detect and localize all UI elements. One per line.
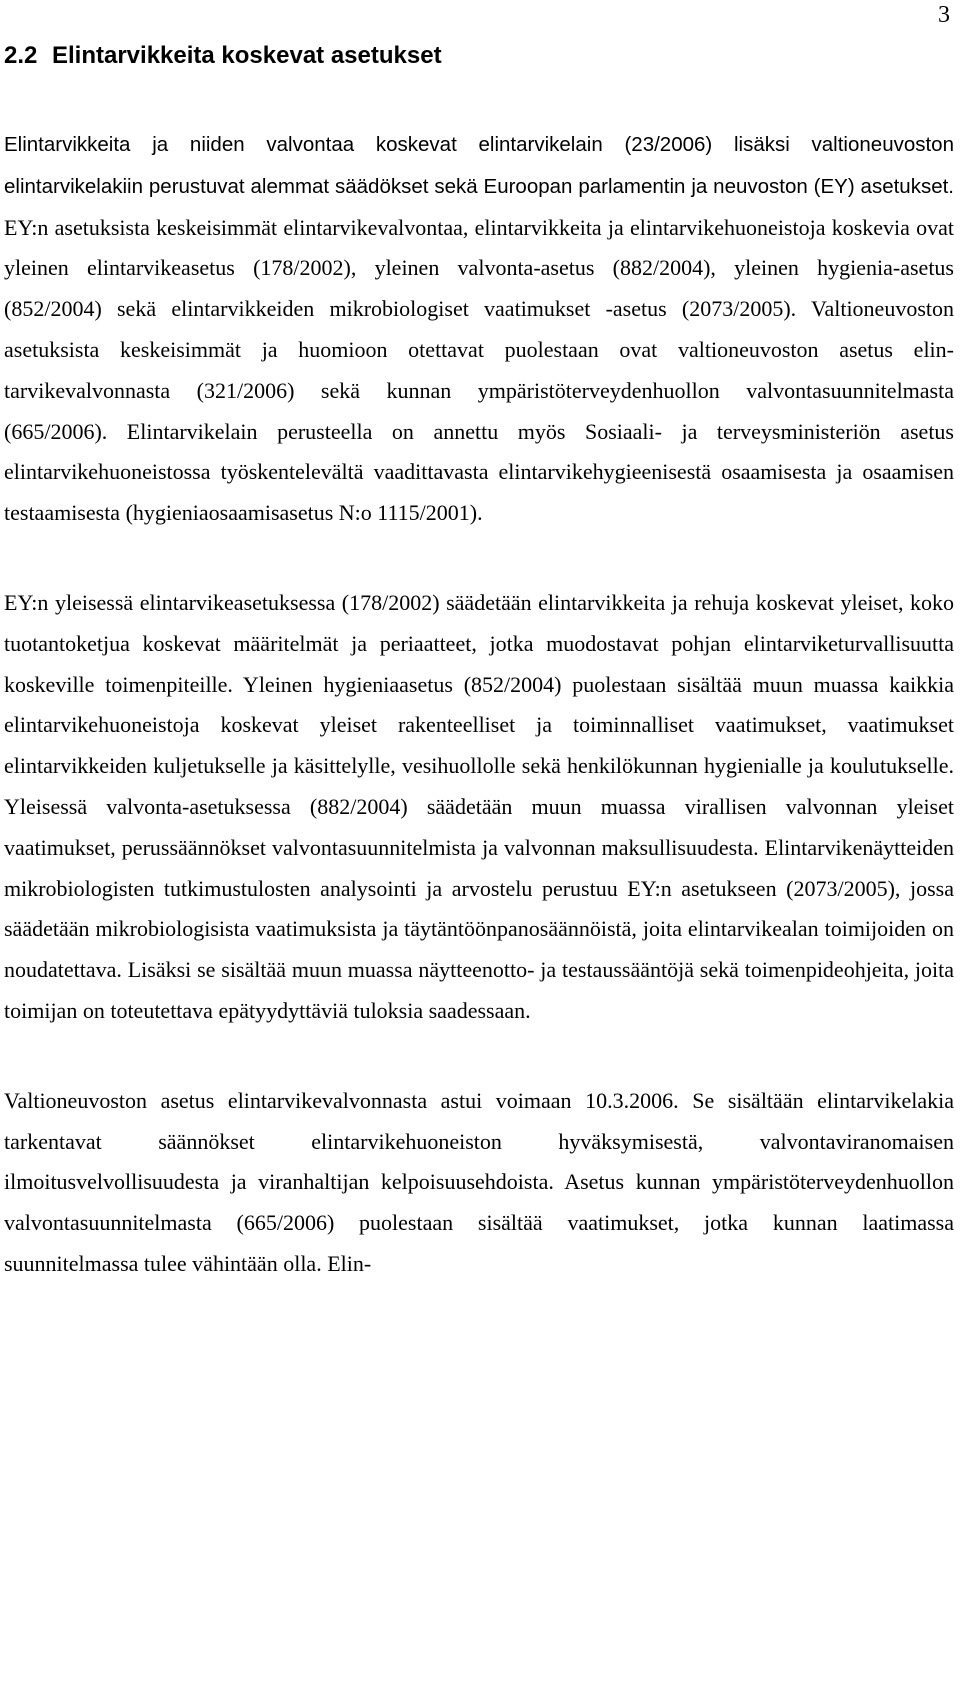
- section-heading: [4, 40, 442, 72]
- page-number: 3: [938, 2, 950, 28]
- paragraph-government-decree: Valtioneuvoston asetus elintarvikevalvonnasta astui voimaan 10.3.2006. Se sisältään elintarvikelakia tarkentavat säännökset elintarvikehuoneiston hyväksymisestä, valvontaviranomaisen ilmoitusvelvollisuudesta ja viranhaltijan kelpoisuusehdoista. Asetus kunnan ympäristöterveydenhuollon valvontasuunnitelmasta (665/2006) puolestaan sisältää vaatimukset, jotka kunnan laatimassa suunnitelmassa tulee vähintään olla. Elin-: [4, 1087, 954, 1276]
- paragraph-regulations-list: EY:n asetuksista keskeisimmät elintarvikevalvontaa, elintarvikkeita ja elintarvikehuoneistoja koskevia ovat yleinen elintarvikeasetus (178/2002), yleinen valvonta-asetus (882/2004), yleinen hygienia-asetus (852/2004) sekä elintarvikkeiden mikrobiologiset vaatimukset -asetus (2073/2005). Valtioneuvoston asetuksista keskeisimmät ja huomioon otettavat puolestaan ovat valtioneuvoston asetus elintarvikevalvonnasta (321/2006) sekä kunnan ympäristöterveydenhuollon valvontasuunnitelmasta (665/2006). Elintarvikelain perusteella on annettu myös Sosiaali- ja terveysministeriön asetus elintarvikehuoneistossa työskentelevältä vaadittavasta elintarvikehygieenisestä osaamisesta ja osaamisen testaamisesta (hygieniaosaamisasetus N:o 1115/2001).: [4, 214, 954, 526]
- section-title: Elintarvikkeita koskevat asetukset: [52, 42, 442, 69]
- section-number: 2.2: [4, 42, 38, 69]
- paragraph-ey-regulations: EY:n yleisessä elintarvikeasetuksessa (178/2002) säädetään elintarvikkeita ja rehuja koskevat yleiset, koko tuotantoketjua koskevat määritelmät ja periaatteet, jotka muodostavat pohjan elintarviketurvallisuutta koskeville toimenpiteille. Yleinen hygieniaasetus (852/2004) puolestaan sisältää muun muassa kaikkia elintarvikehuoneistoja koskevat yleiset rakenteelliset ja toiminnalliset vaatimukset, vaatimukset elintarvikkeiden kuljetukselle ja käsittelylle, vesihuollolle sekä henkilökunnan hygienialle ja koulutukselle. Yleisessä valvonta-asetuksessa (882/2004) säädetään muun muassa virallisen valvonnan yleiset vaatimukset, perussäännökset valvontasuunnitelmista ja valvonnan maksullisuudesta. Elintarvikenäytteiden mikrobiologisten tutkimustulosten analysointi ja arvostelu perustuu EY:n asetukseen (2073/2005), jossa säädetään mikrobiologisista vaatimuksista ja täytäntöönpanosäännöistä, joita elintarvikealan toimijoiden on noudatettava. Lisäksi se sisältää muun muassa näytteenotto- ja testaussääntöjä sekä toimenpideohjeita, joita toimijan on toteutettava epätyydyttäviä tuloksia saadessaan.: [4, 589, 954, 1023]
- paragraph-regulations-overview: [4, 124, 954, 534]
- paragraph-intro-sentence: Elintarvikkeita ja niiden valvontaa koskevat elintarvikelain (23/2006) lisäksi valtioneuvoston elintarvikelakiin perustuvat alemmat säädökset sekä Euroopan parlamentin ja neuvoston (EY) asetukset.: [4, 133, 954, 198]
- body-text: [4, 124, 954, 1285]
